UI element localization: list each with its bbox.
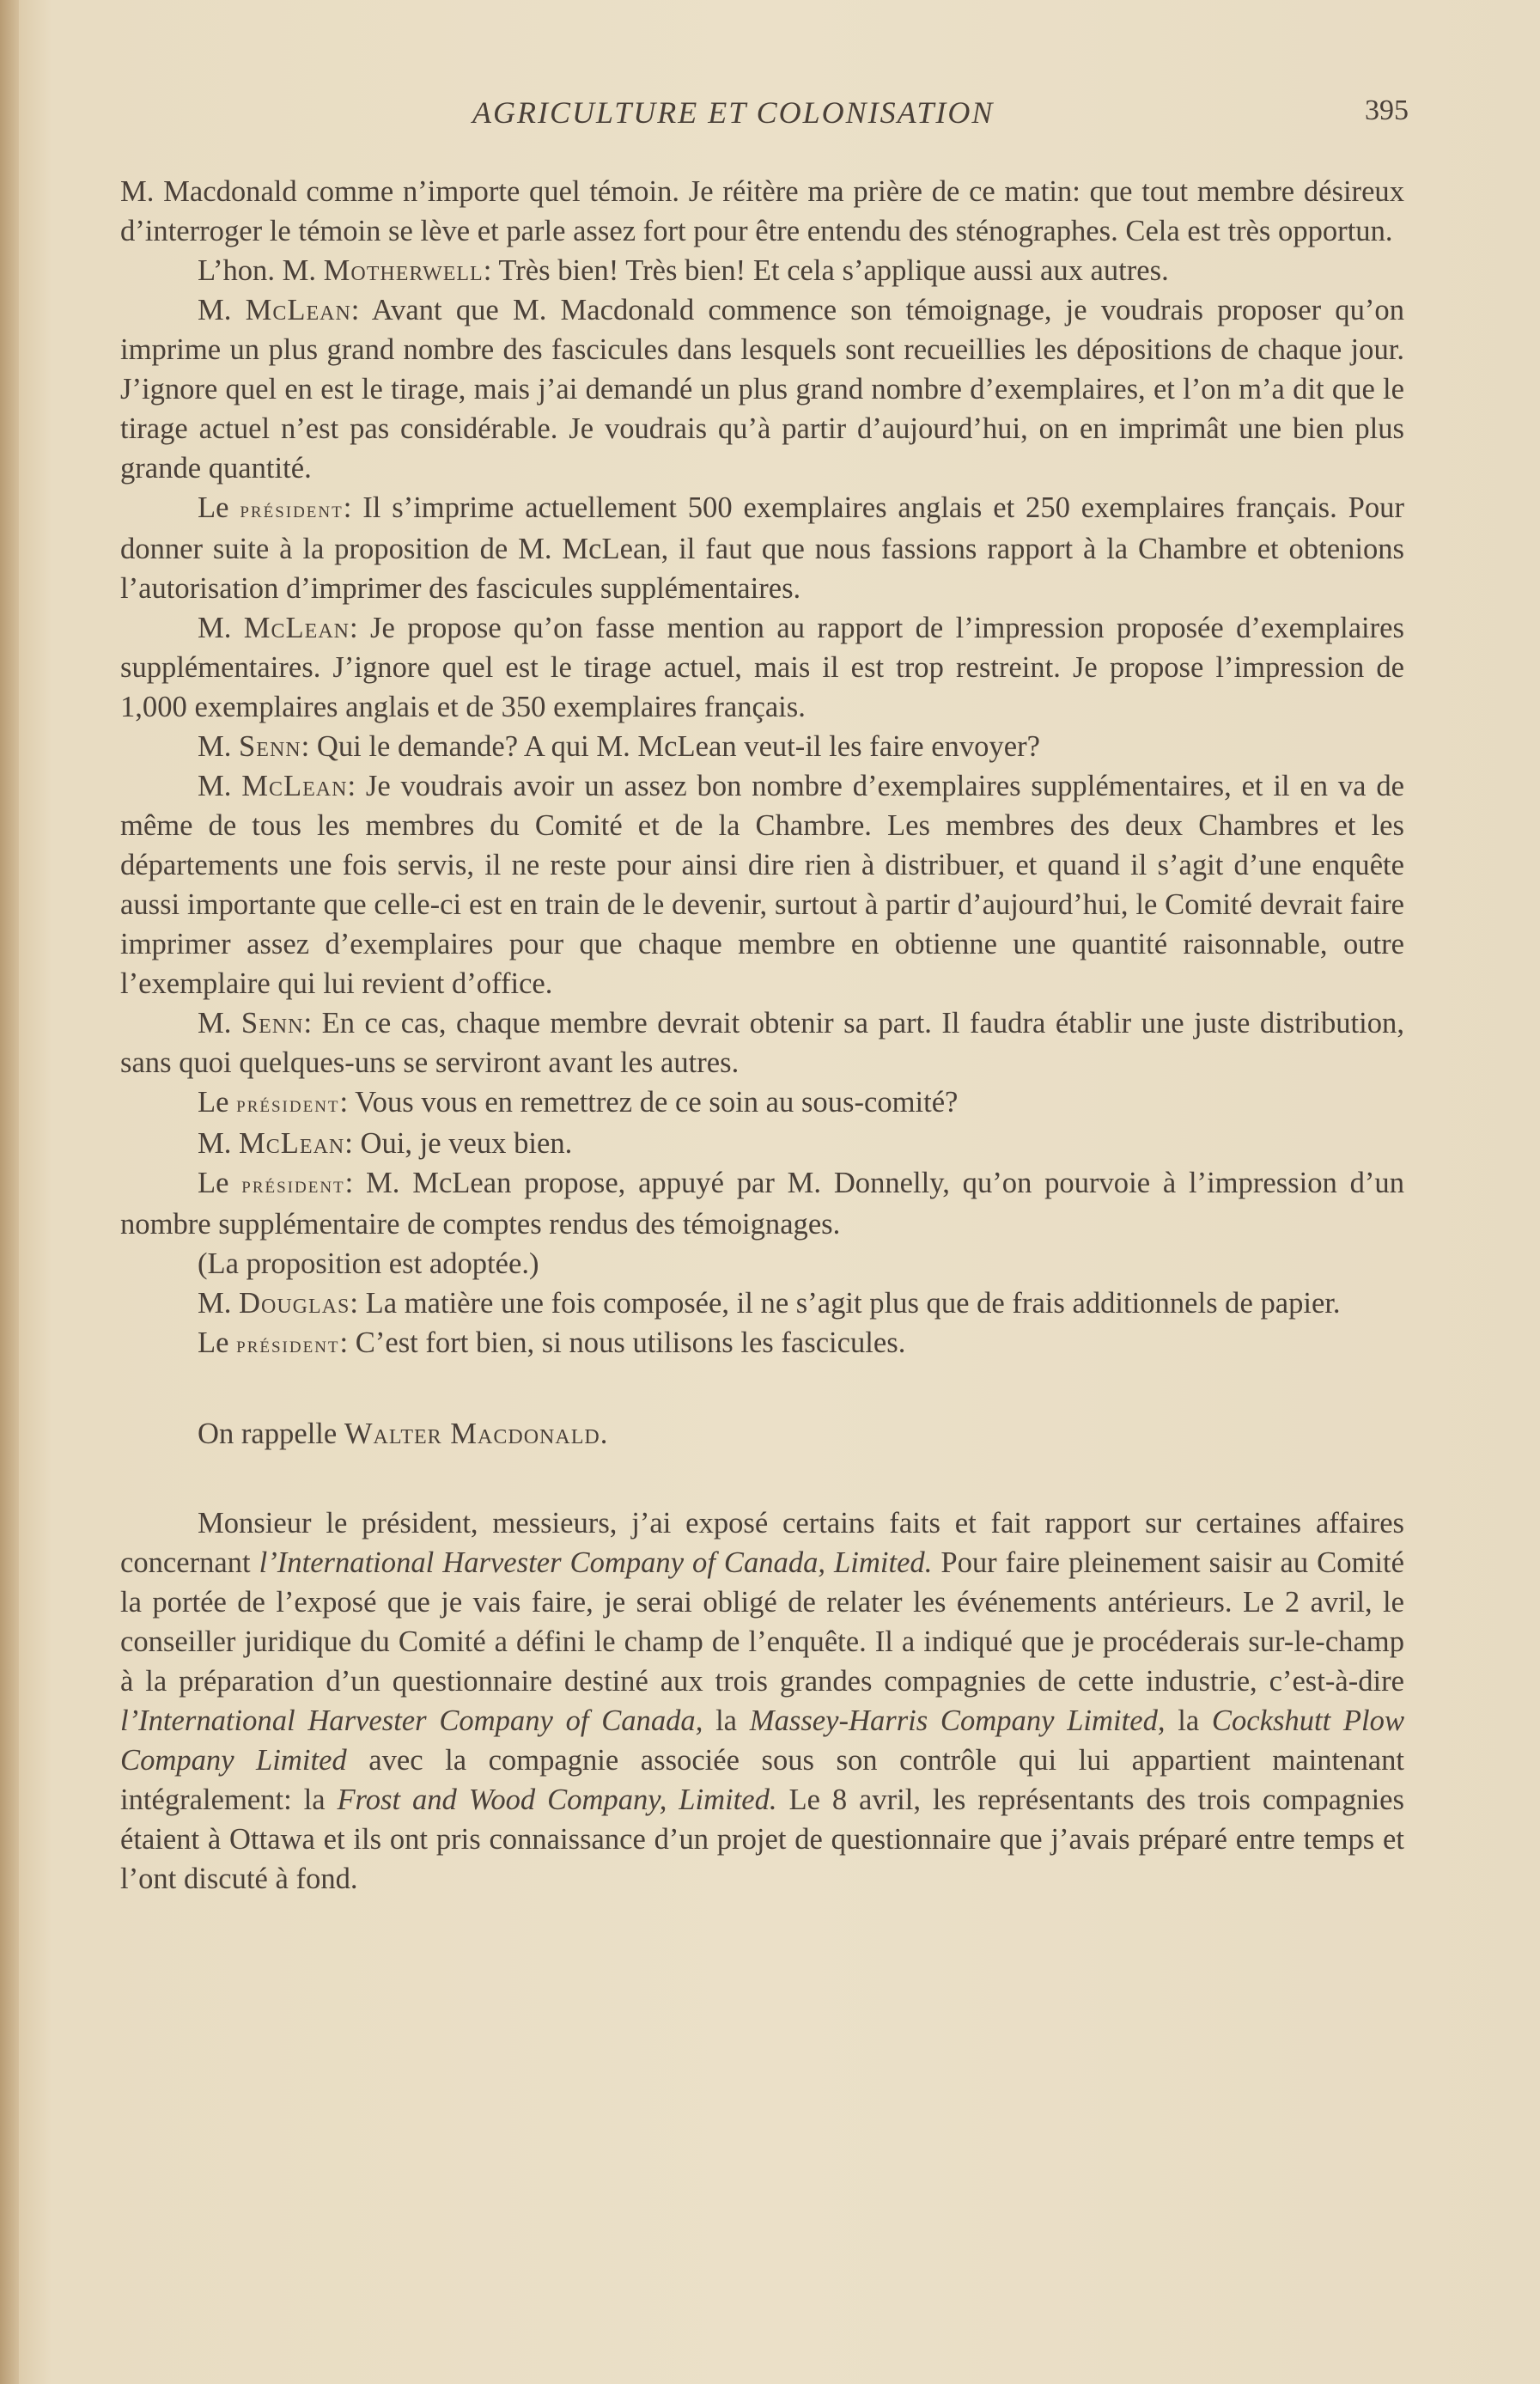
speaker-name: McLean xyxy=(239,1127,345,1160)
paragraph-text: : Oui, je veux bien. xyxy=(344,1127,573,1160)
paragraph xyxy=(120,172,1404,251)
paragraph xyxy=(120,1082,1404,1124)
testimony-text: la xyxy=(703,1704,750,1737)
speaker-name: Senn xyxy=(239,730,301,763)
speaker-name: McLean xyxy=(243,612,350,644)
paragraph xyxy=(120,727,1404,766)
paragraph-text: M. Macdonald comme n’importe quel témoin. Je réitère ma prière de ce matin: que tout membre désireux d’interroger le témoin se lève et parle assez fort pour être entendu des sténographes. Cela est très opportun. xyxy=(120,175,1404,247)
company-name: Massey-Harris Company Limited, xyxy=(749,1704,1166,1737)
testimony-text: Pour faire pleinement saisir au Comité la portée de l’exposé que je vais faire, je serai obligé de relater les événements antérieurs. Le 2 avril, le conseiller juridique du Comité a défini le champ de l’enquête. Il a indiqué que je procéderais sur-le-champ à la préparation d’un questionnaire destiné aux trois grandes compagnies de cette industrie, c’est-à-dire xyxy=(120,1546,1404,1698)
paragraph-text: : La matière une fois composée, il ne s’agit plus que de frais additionnels de papier. xyxy=(350,1287,1341,1320)
paragraph-text: : Avant que M. Macdonald commence son témoignage, je voudrais proposer qu’on imprime un plus grand nombre des fascicules dans lesquels sont recueillies les dépositions de chaque jour. J’ignore quel en est le tirage, mais j’ai demandé un plus grand nombre d’exemplaires, et l’on m’a dit que le tirage actuel n’est pas considérable. Je voudrais qu’à partir d’aujourd’hui, on en imprimât une bien plus grande quantité. xyxy=(120,294,1404,485)
running-head: AGRICULTURE ET COLONISATION xyxy=(472,95,995,130)
speaker-prefix: Le xyxy=(198,491,240,524)
speaker-name: McLean xyxy=(245,294,351,326)
testimony-text: Le 8 avril, les représentants des trois compagnies étaient à Ottawa et ils ont pris connaissance d’un projet de questionnaire que j’avais préparé entre temps et l’ont discuté à fond. xyxy=(120,1783,1404,1895)
paragraph xyxy=(120,1283,1404,1323)
speaker-prefix: L’hon. M. xyxy=(198,254,324,287)
paragraph-text: : Je propose qu’on fasse mention au rapport de l’impression proposée d’exemplaires supplémentaires. J’ignore quel est le tirage actuel, mais il est trop restreint. Je propose l’impression de 1,000 exemplaires anglais et de 350 exemplaires français. xyxy=(120,612,1404,723)
speaker-prefix: Le xyxy=(198,1167,242,1199)
speaker-prefix: M. xyxy=(198,1287,240,1320)
paragraph-text: (La proposition est adoptée.) xyxy=(198,1247,539,1280)
paragraph-text: : Qui le demande? A qui M. McLean veut-il les faire envoyer? xyxy=(301,730,1040,763)
document-body xyxy=(120,172,1404,1899)
recall-line xyxy=(120,1414,1404,1454)
speaker-prefix: M. xyxy=(198,612,244,644)
company-name: Frost and Wood Company, Limited. xyxy=(337,1783,777,1816)
speaker-prefix: M. xyxy=(198,730,240,763)
witness-name: Walter Macdonald xyxy=(344,1418,600,1450)
page-number: 395 xyxy=(1365,95,1409,126)
page-header xyxy=(120,95,1409,137)
paragraph xyxy=(120,1124,1404,1163)
speaker-name: Senn xyxy=(240,1007,304,1040)
speaker-prefix: M. xyxy=(198,1127,240,1160)
paragraph xyxy=(120,1244,1404,1283)
paragraph-text: : Très bien! Très bien! Et cela s’applique aussi aux autres. xyxy=(483,254,1169,287)
recall-suffix: . xyxy=(600,1418,608,1450)
paragraph xyxy=(120,488,1404,608)
speaker-prefix: Le xyxy=(198,1086,237,1119)
paragraph xyxy=(120,1003,1404,1082)
speaker-prefix: M. xyxy=(198,770,242,802)
paragraph xyxy=(120,1163,1404,1244)
speaker-name: président xyxy=(240,496,344,522)
paragraph xyxy=(120,251,1404,290)
testimony-text: la xyxy=(1165,1704,1212,1737)
page-binding-edge xyxy=(0,0,19,2384)
speaker-name: président xyxy=(241,1171,345,1198)
paragraph xyxy=(120,608,1404,727)
paragraph-text: : M. McLean propose, appuyé par M. Donnelly, qu’on pourvoie à l’impression d’un nombre supplémentaire de comptes rendus des témoignages. xyxy=(120,1167,1404,1241)
recall-prefix: On rappelle xyxy=(198,1418,344,1450)
paragraph xyxy=(120,1323,1404,1364)
company-name: l’International Harvester Company of Canada, xyxy=(120,1704,703,1737)
speaker-name: Motherwell xyxy=(323,254,484,287)
paragraph-text: : Je voudrais avoir un assez bon nombre d’exemplaires supplémentaires, et il en va de même de tous les membres du Comité et de la Chambre. Les membres des deux Chambres et les départements une fois servis, il ne reste pour ainsi dire rien à distribuer, et quand il s’agit d’une enquête aussi importante que celle-ci est en train de le devenir, surtout à partir d’aujourd’hui, le Comité devrait faire imprimer assez d’exemplaires pour que chaque membre en obtienne une quantité raisonnable, outre l’exemplaire qui lui revient d’office. xyxy=(120,770,1404,1000)
testimony-text: Monsieur le président, messieurs, j’ai exposé certains faits et fait rapport sur certaines affaires concernant xyxy=(120,1507,1404,1579)
speaker-name: président xyxy=(236,1090,340,1117)
paragraph xyxy=(120,766,1404,1003)
company-name: l’International Harvester Company of Canada, Limited. xyxy=(259,1546,933,1579)
testimony-paragraph xyxy=(120,1503,1404,1899)
speaker-name: Douglas xyxy=(239,1287,350,1320)
speaker-name: président xyxy=(236,1331,340,1357)
speaker-prefix: M. xyxy=(198,294,246,326)
paragraph-text: : Il s’imprime actuellement 500 exemplaires anglais et 250 exemplaires français. Pour donner suite à la proposition de M. McLean, il faut que nous fassions rapport à la Chambre et obtenions l’autorisation d’imprimer des fascicules supplémentaires. xyxy=(120,491,1404,605)
testimony-text: avec la compagnie associée sous son contrôle qui lui appartient maintenant intégralement: la xyxy=(120,1744,1404,1816)
speaker-prefix: Le xyxy=(198,1326,237,1359)
speaker-prefix: M. xyxy=(198,1007,241,1040)
paragraph xyxy=(120,290,1404,488)
paragraph-text: : Vous vous en remettrez de ce soin au sous-comité? xyxy=(339,1086,959,1119)
company-name: Cockshutt Plow Company Limited xyxy=(120,1704,1405,1777)
speaker-name: McLean xyxy=(241,770,348,802)
paragraph-text: : C’est fort bien, si nous utilisons les fascicules. xyxy=(339,1326,906,1359)
paragraph-text: : En ce cas, chaque membre devrait obtenir sa part. Il faudra établir une juste distribution, sans quoi quelques-uns se serviront avant les autres. xyxy=(120,1007,1404,1079)
